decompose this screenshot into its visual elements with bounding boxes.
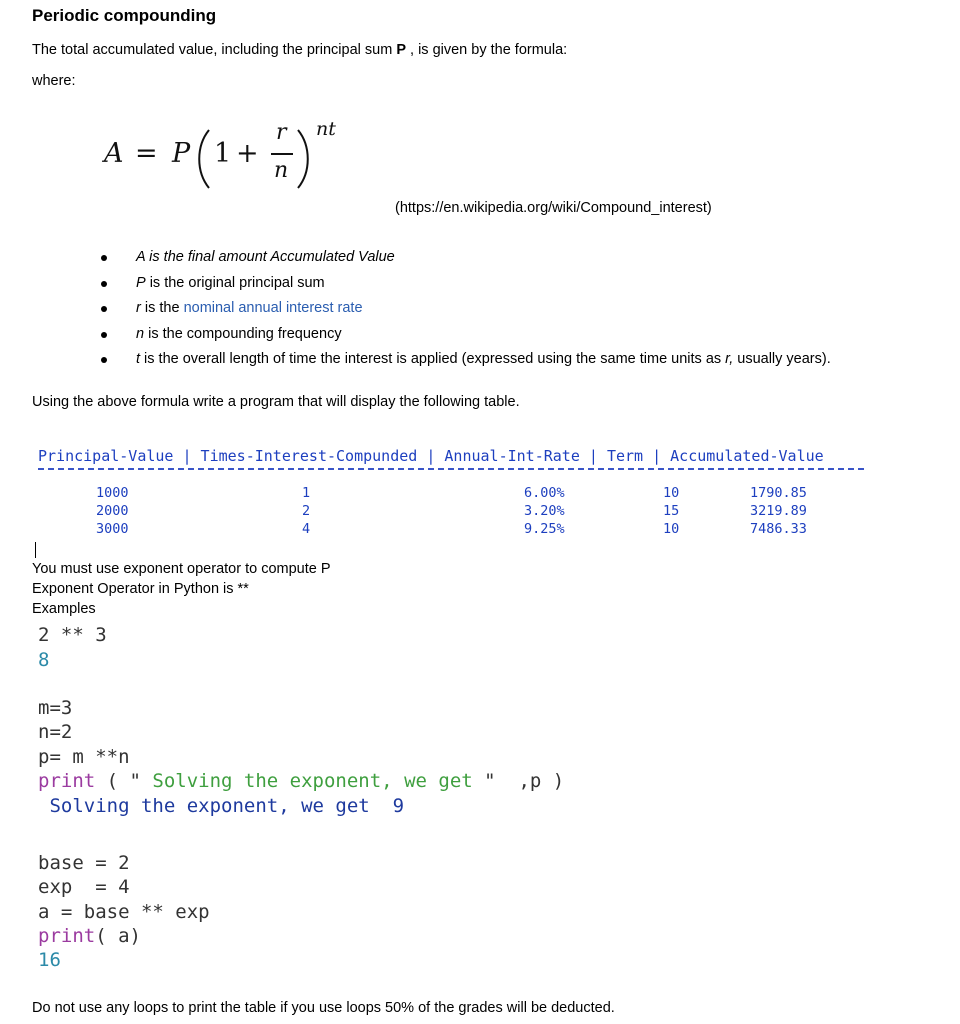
example3-result: 16 xyxy=(38,949,61,971)
bullet-icon xyxy=(101,255,107,261)
table-cell-term: 15 xyxy=(663,503,680,519)
example2-print-string: Solving the exponent, we get xyxy=(140,770,485,792)
table-cell-accumulated: 7486.33 xyxy=(750,521,807,537)
formula-r: r xyxy=(276,120,287,145)
table-cell-accumulated: 1790.85 xyxy=(750,485,807,501)
table-cell-rate: 6.00% xyxy=(524,485,565,501)
example2-line2: n=2 xyxy=(38,721,73,743)
variable-definitions xyxy=(96,247,831,375)
definition-p xyxy=(96,273,831,299)
intro-principal-symbol: P xyxy=(396,42,406,58)
definition-t xyxy=(96,349,831,375)
intro-paragraph xyxy=(32,42,567,58)
example2-print-close: " ,p ) xyxy=(484,770,565,792)
table-cell-term: 10 xyxy=(663,485,680,501)
nominal-rate-link[interactable]: nominal annual interest rate xyxy=(183,300,363,316)
definition-r xyxy=(96,298,831,324)
example1-result: 8 xyxy=(38,649,50,671)
definition-a-text: A is the final amount Accumulated Value xyxy=(136,249,395,265)
text-cursor xyxy=(35,542,36,558)
bullet-icon xyxy=(101,357,107,363)
example3-line2: exp = 4 xyxy=(38,876,130,898)
example3-line3: a = base ** exp xyxy=(38,901,210,923)
definition-p-var: P xyxy=(136,274,146,291)
definition-t-tail: usually years). xyxy=(733,351,831,367)
example2-print-keyword: print xyxy=(38,770,96,792)
definition-t-var: t xyxy=(136,351,141,367)
formula-plus: + xyxy=(236,138,259,169)
table-cell-principal: 1000 xyxy=(96,485,129,501)
example2-line3: p= m **n xyxy=(38,746,130,768)
definition-n-text: is the compounding frequency xyxy=(144,325,342,342)
bullet-icon xyxy=(101,306,107,312)
example3-print-args: ( a) xyxy=(95,925,141,947)
note-exponent-requirement: You must use exponent operator to compute P xyxy=(32,561,331,577)
definition-t-text: is the overall length of time the interest is applied (expressed using the same time units as xyxy=(140,351,726,367)
formula-n: n xyxy=(274,158,289,183)
example3-print-line xyxy=(38,925,141,947)
definition-n-var: n xyxy=(136,325,145,342)
definition-n xyxy=(96,324,831,350)
example3-line1: base = 2 xyxy=(38,852,130,874)
table-divider xyxy=(38,468,864,470)
definition-r-var: r xyxy=(136,300,141,316)
table-cell-rate: 3.20% xyxy=(524,503,565,519)
example2-print-open: ( " xyxy=(95,770,141,792)
table-cell-principal: 2000 xyxy=(96,503,129,519)
loop-warning: Do not use any loops to print the table if you use loops 50% of the grades will be deducted. xyxy=(32,1000,615,1016)
example3-print-keyword: print xyxy=(38,925,96,947)
table-cell-times: 1 xyxy=(302,485,311,501)
wikipedia-reference: (https://en.wikipedia.org/wiki/Compound_interest) xyxy=(395,200,712,216)
intro-text: The total accumulated value, including the principal sum xyxy=(32,42,397,58)
table-cell-term: 10 xyxy=(663,521,680,537)
example2-output: Solving the exponent, we get 9 xyxy=(38,795,405,817)
intro-text-end: , is given by the formula: xyxy=(405,42,568,58)
definition-t-r: r, xyxy=(725,351,734,367)
table-header: Principal-Value | Times-Interest-Compunded | Annual-Int-Rate | Term | Accumulated-Value xyxy=(38,447,824,465)
formula-exponent: nt xyxy=(316,118,336,140)
table-cell-times: 2 xyxy=(302,503,311,519)
definition-a xyxy=(96,247,831,273)
formula-a: A xyxy=(104,138,124,169)
note-examples-label: Examples xyxy=(32,601,96,617)
example2-line1: m=3 xyxy=(38,697,73,719)
formula-equals: = xyxy=(135,138,158,169)
where-label: where: xyxy=(32,73,76,89)
bullet-icon xyxy=(101,281,107,287)
table-cell-times: 4 xyxy=(302,521,311,537)
formula-p: P xyxy=(172,138,191,169)
example2-print-line xyxy=(38,770,564,792)
example1-code: 2 ** 3 xyxy=(38,624,107,646)
formula-open-paren xyxy=(193,128,213,190)
formula-one: 1 xyxy=(214,138,232,169)
table-cell-principal: 3000 xyxy=(96,521,129,537)
definition-r-text: is the xyxy=(140,300,184,316)
definition-p-text: is the original principal sum xyxy=(145,274,325,291)
table-cell-accumulated: 3219.89 xyxy=(750,503,807,519)
note-exponent-operator: Exponent Operator in Python is ** xyxy=(32,581,249,597)
bullet-icon xyxy=(101,332,107,338)
formula-close-paren xyxy=(294,128,314,190)
table-cell-rate: 9.25% xyxy=(524,521,565,537)
section-title: Periodic compounding xyxy=(32,6,217,25)
task-instruction: Using the above formula write a program that will display the following table. xyxy=(32,394,520,410)
formula-fraction-bar xyxy=(271,153,293,155)
